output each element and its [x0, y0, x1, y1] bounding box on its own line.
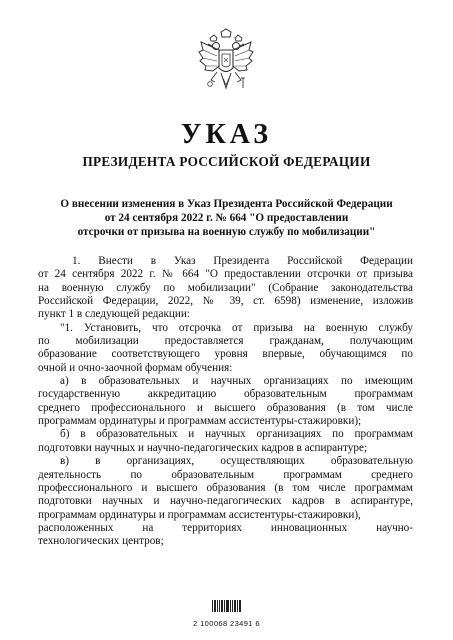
body-line: деятельность по образовательным программам среднего: [38, 468, 413, 481]
body-line: программам ординатуры и программам ассистентуры-стажировки),: [38, 508, 361, 521]
body-line: расположенных на территориях инновационных научно-: [38, 521, 413, 534]
body-line: подготовки научных и научно-педагогических кадров в аспирантуре;: [38, 441, 368, 454]
barcode-icon: [211, 599, 243, 613]
body-line: от 24 сентября 2022 г. № 664 "О предоставлении отсрочки от призыва: [38, 268, 413, 281]
body-line: б) в образовательных и научных организациях по программам: [60, 428, 413, 441]
decree-subtitle: ПРЕЗИДЕНТА РОССИЙСКОЙ ФЕДЕРАЦИИ: [82, 154, 371, 169]
body-line: "1. Установить, что отсрочка от призыва на военную службу: [60, 321, 413, 334]
body-line: среднего профессионального и высшего образования (в том числе: [38, 401, 413, 414]
decree-heading: [40, 197, 413, 239]
coat-of-arms-icon: [197, 28, 255, 100]
body-line: подготовки научных и научно-педагогических кадров в аспирантуре,: [38, 495, 413, 508]
body-line: технологических центров;: [38, 535, 164, 548]
body-line: а) в образовательных и научных организациях по имеющим: [60, 375, 413, 388]
body-line: 1. Внести в Указ Президента Российской Федерации: [72, 255, 413, 267]
body-line: профессионального и высшего образования (в том числе программам: [38, 481, 413, 494]
decree-body: [38, 255, 413, 549]
serial-number: 2 100068 23491 6: [193, 619, 260, 628]
body-line: на военную службу по мобилизации" (Собрание законодательства: [38, 281, 413, 294]
heading-line: отсрочки от призыва на военную службу по мобилизации": [77, 226, 376, 238]
decree-title: УКАЗ: [180, 119, 273, 150]
body-line: образование соответствующего уровня впервые, обучающимся по: [38, 348, 413, 361]
body-line: по мобилизации предоставляется гражданам, получающим: [38, 335, 413, 348]
body-line: Российской Федерации, 2022, № 39, ст. 6598) изменение, изложив: [38, 295, 413, 308]
heading-line: от 24 сентября 2022 г. № 664 "О предоставлении: [104, 212, 349, 224]
body-line: пункт 1 в следующей редакции:: [38, 308, 190, 321]
body-line: очной и очно-заочной формам обучения:: [38, 361, 233, 374]
heading-line: О внесении изменения в Указ Президента Российской Федерации: [60, 198, 393, 210]
body-line: государственную аккредитацию образовательным программам: [38, 388, 413, 401]
body-line: в) в организациях, осуществляющих образовательную: [60, 455, 413, 468]
body-line: программам ординатуры и программам ассистентуры-стажировки);: [38, 415, 362, 428]
